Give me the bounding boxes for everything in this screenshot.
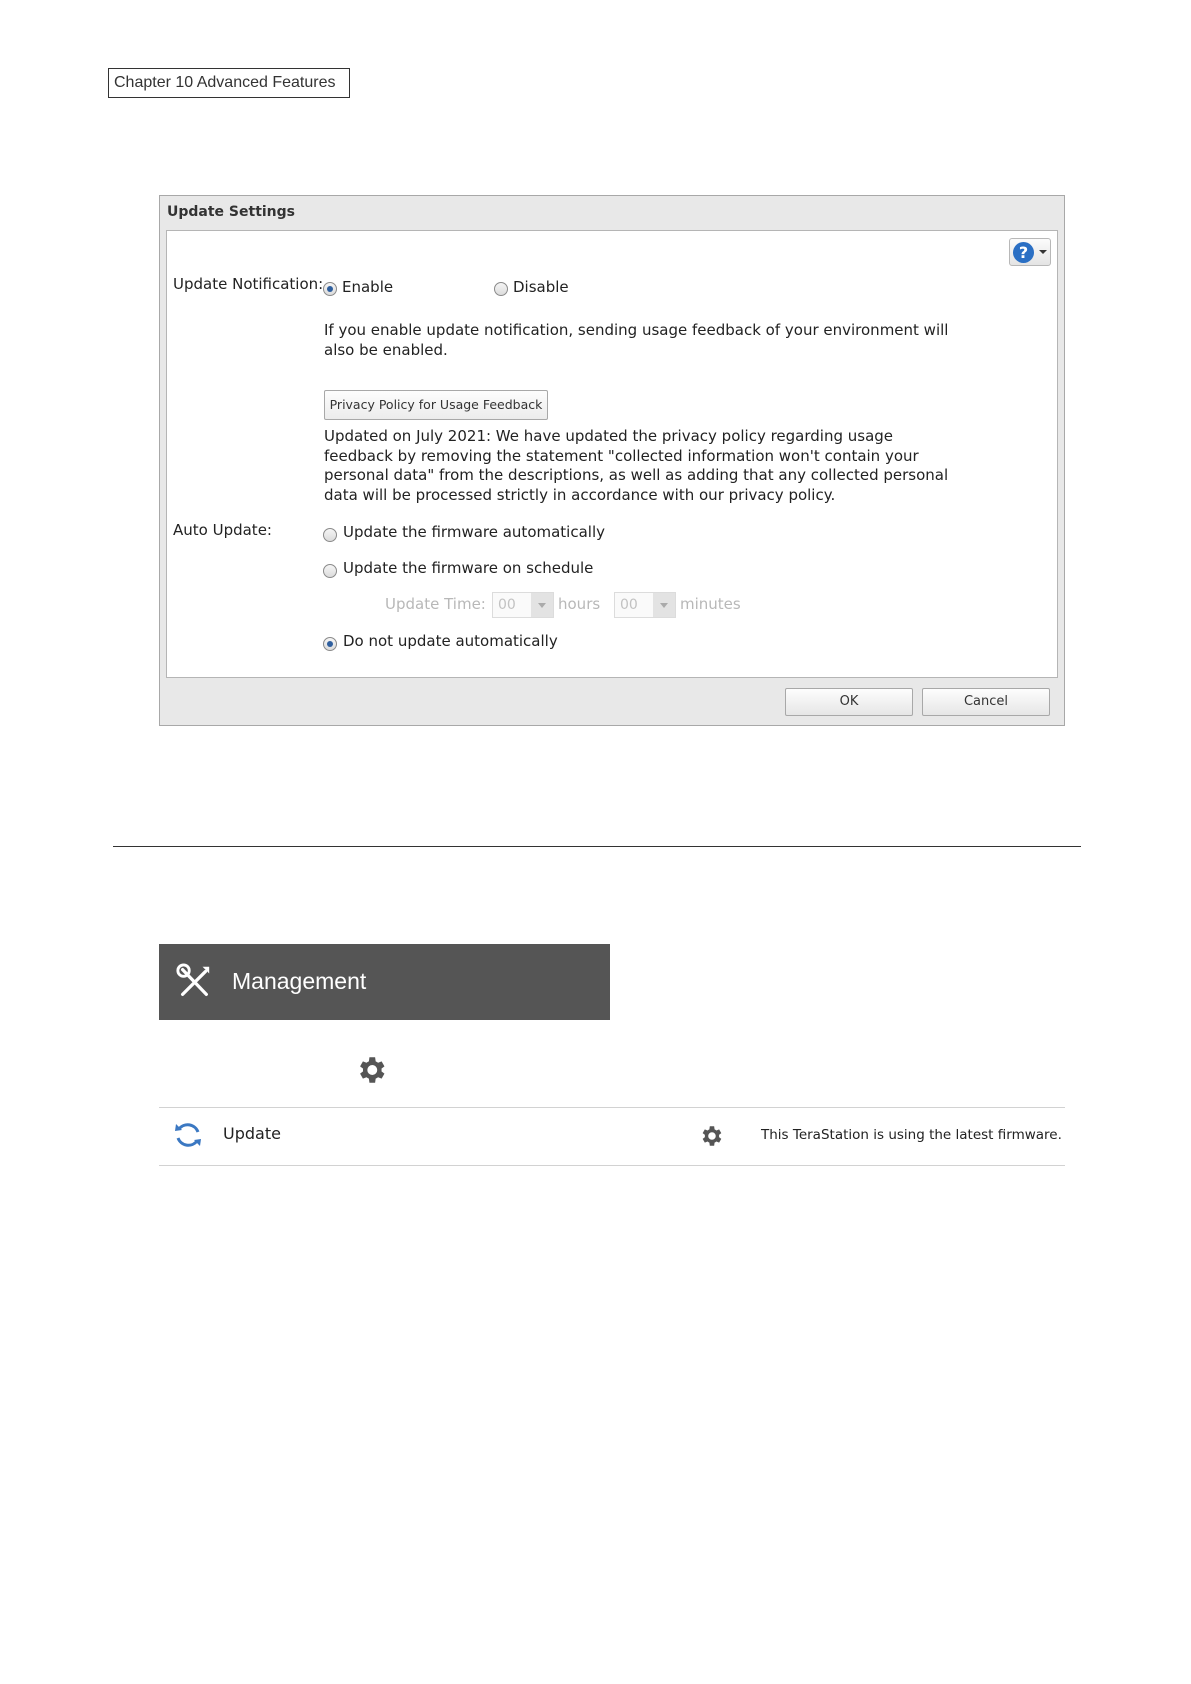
auto-update-automatic-radio[interactable] (323, 528, 337, 542)
minutes-value: 00 (620, 597, 638, 613)
minutes-select[interactable] (614, 592, 676, 618)
notification-notice: If you enable update notification, sending usage feedback of your environment will also be enabled. (324, 321, 949, 359)
tools-icon (175, 963, 213, 1001)
auto-update-schedule-label[interactable]: Update the firmware on schedule (343, 559, 594, 577)
help-button[interactable] (1009, 238, 1051, 266)
update-time-label: Update Time: (385, 595, 486, 613)
update-settings-dialog (159, 195, 1065, 726)
management-menu-item[interactable] (159, 944, 610, 1020)
auto-update-label: Auto Update: (173, 521, 272, 539)
enable-label[interactable]: Enable (342, 278, 394, 296)
update-status-text: This TeraStation is using the latest firmware. (761, 1127, 1062, 1143)
auto-update-schedule-radio[interactable] (323, 564, 337, 578)
gear-icon (354, 1053, 388, 1087)
hours-value: 00 (498, 597, 516, 613)
minutes-label: minutes (680, 595, 741, 613)
dialog-title: Update Settings (167, 204, 296, 220)
policy-update-notice: Updated on July 2021: We have updated the privacy policy regarding usage feedback by removing the statement "collected information won't contain your personal data" from the descriptions, as well as adding that any collected personal data will be processed strictly in accordance with our privacy policy. (324, 427, 949, 504)
update-notification-label: Update Notification: (173, 275, 324, 293)
hours-label: hours (558, 595, 601, 613)
enable-radio[interactable] (323, 282, 337, 296)
disable-label[interactable]: Disable (513, 278, 569, 296)
auto-update-automatic-label[interactable]: Update the firmware automatically (343, 523, 605, 541)
gear-icon[interactable] (698, 1123, 724, 1149)
chapter-label: Chapter 10 Advanced Features (108, 68, 350, 98)
section-divider (113, 846, 1081, 847)
ok-button[interactable]: OK (785, 688, 913, 716)
chevron-down-icon (653, 593, 675, 617)
hours-select[interactable] (492, 592, 554, 618)
privacy-policy-button[interactable]: Privacy Policy for Usage Feedback (324, 390, 548, 420)
chevron-down-icon (531, 593, 553, 617)
refresh-icon (173, 1120, 203, 1150)
dialog-body (166, 230, 1058, 678)
do-not-update-label[interactable]: Do not update automatically (343, 632, 558, 650)
management-label: Management (232, 968, 367, 994)
row-divider-bottom (159, 1165, 1065, 1166)
disable-radio[interactable] (494, 282, 508, 296)
do-not-update-radio[interactable] (323, 637, 337, 651)
help-question-icon: ? (1013, 242, 1034, 263)
cancel-button[interactable]: Cancel (922, 688, 1050, 716)
row-divider-top (159, 1107, 1065, 1108)
update-row-label[interactable]: Update (223, 1124, 281, 1143)
chevron-down-icon (1039, 250, 1047, 254)
